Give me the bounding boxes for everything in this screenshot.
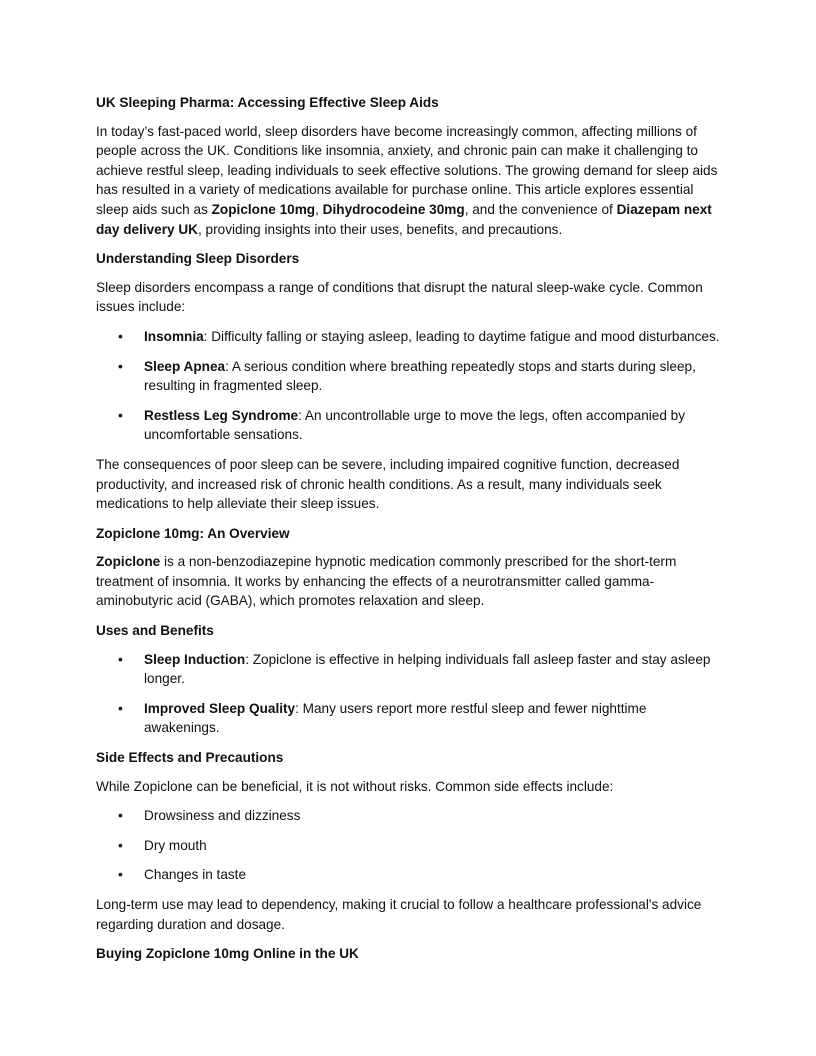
intro-paragraph: In today’s fast-paced world, sleep disorders have become increasingly common, affecting millions of people across the UK. Conditions like insomnia, anxiety, and chronic pain can make it challenging to achieve restful sleep, leading individuals to seek effective solutions. The growing demand for sleep aids has resulted in a variety of medications available for purchase online. This article explores essential sleep aids such as Zopiclone 10mg, Dihydrocodeine 30mg, and the convenience of Diazepam next day delivery UK, providing insights into their uses, benefits, and precautions. (96, 123, 718, 237)
side-effects-list (96, 806, 720, 885)
zopiclone-paragraph: Zopiclone is a non-benzodiazepine hypnotic medication commonly prescribed for the short-term treatment of insomnia. It works by enhancing the effects of a neurotransmitter called gamma-aminobutyric acid (GABA), which promotes relaxation and sleep. (96, 554, 677, 609)
section-heading-uses: Uses and Benefits (96, 623, 214, 639)
side-effects-lead: While Zopiclone can be beneficial, it is not without risks. Common side effects include: (96, 778, 614, 794)
list-item: • Drowsiness and dizziness (96, 806, 720, 826)
sleep-disorders-list (96, 327, 720, 445)
dihydrocodeine-term: Dihydrocodeine 30mg (322, 201, 465, 217)
list-item: • Changes in taste (96, 865, 720, 885)
list-item: • Restless Leg Syndrome: An uncontrollable urge to move the legs, often accompanied by uncomfortable sensations. (96, 406, 720, 445)
list-item: • Dry mouth (96, 836, 720, 856)
section-heading-side-effects: Side Effects and Precautions (96, 750, 284, 766)
list-item: • Insomnia: Difficulty falling or staying asleep, leading to daytime fatigue and mood disturbances. (96, 327, 720, 347)
zopiclone-term: Zopiclone 10mg (211, 201, 316, 217)
list-item: • Sleep Induction: Zopiclone is effective in helping individuals fall asleep faster and stay asleep longer. (96, 650, 720, 689)
dependency-note: Long-term use may lead to dependency, making it crucial to follow a healthcare professional's advice regarding duration and dosage. (96, 897, 702, 932)
section-heading-buying: Buying Zopiclone 10mg Online in the UK (96, 946, 359, 962)
section-heading-zopiclone: Zopiclone 10mg: An Overview (96, 525, 290, 541)
section-heading-understanding: Understanding Sleep Disorders (96, 251, 300, 267)
understanding-lead: Sleep disorders encompass a range of conditions that disrupt the natural sleep-wake cycle. Common issues include: (96, 279, 703, 315)
diazepam-term: Diazepam next day delivery UK (96, 201, 712, 237)
list-item: • Improved Sleep Quality: Many users report more restful sleep and fewer nighttime awakenings. (96, 699, 720, 738)
document-title: UK Sleeping Pharma: Accessing Effective Sleep Aids (96, 95, 439, 110)
list-item: • Sleep Apnea: A serious condition where breathing repeatedly stops and starts during sleep, resulting in fragmented sleep. (96, 357, 720, 396)
consequences-paragraph: The consequences of poor sleep can be severe, including impaired cognitive function, decreased productivity, and increased risk of chronic health conditions. As a result, many individuals seek medications to help alleviate their sleep issues. (96, 456, 680, 512)
uses-list (96, 650, 720, 738)
